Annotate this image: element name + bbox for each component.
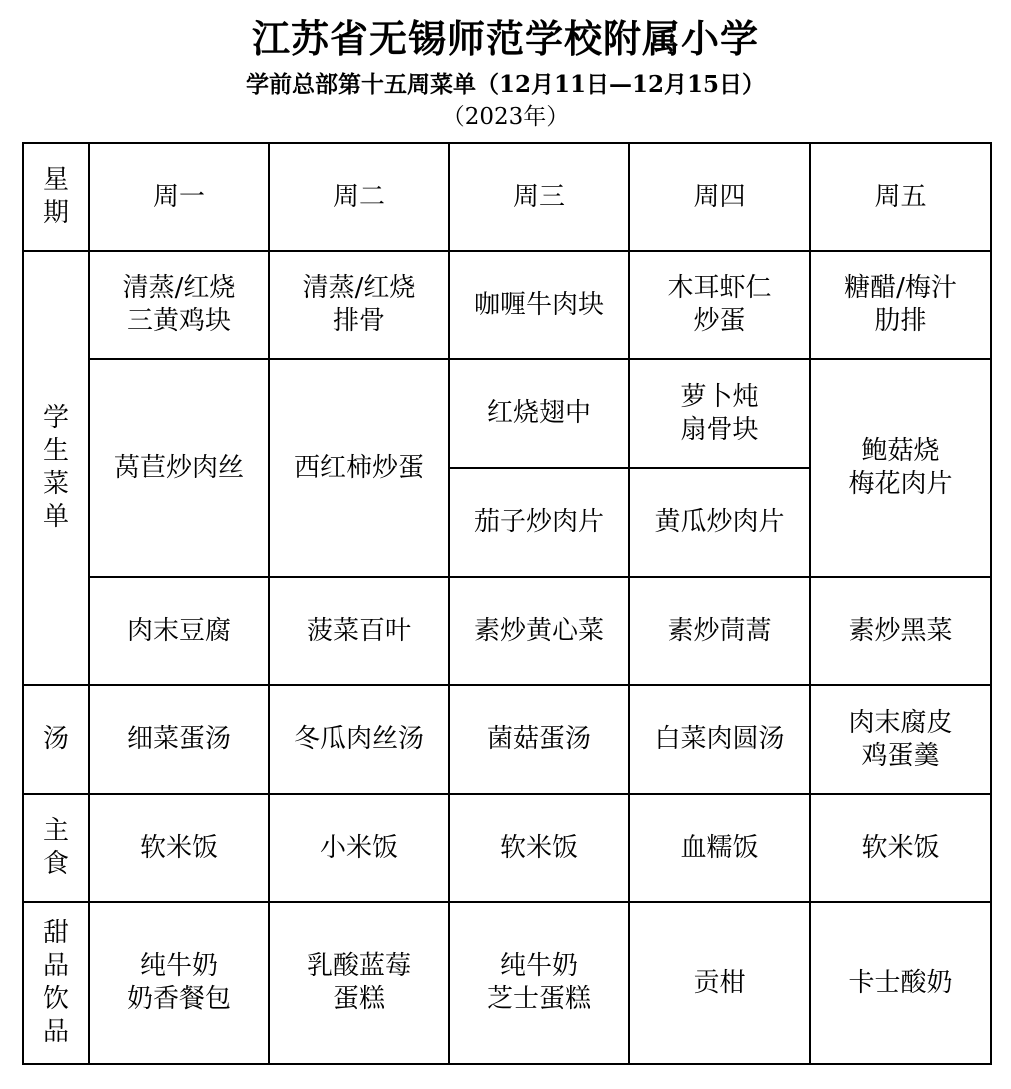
menu-cell (629, 902, 810, 1064)
menu-cell (89, 902, 269, 1064)
menu-cell (449, 902, 629, 1064)
soup-wed: 菌菇蛋汤 (486, 724, 591, 754)
menu-cell (810, 685, 991, 794)
menu-cell (449, 685, 629, 794)
table-row (23, 359, 991, 468)
day-header-wed: 周三 (449, 143, 629, 251)
menu-cell (629, 468, 810, 577)
soup-thu: 白菜肉圆汤 (654, 724, 785, 754)
dessert-wed: 纯牛奶 芝士蛋糕 (486, 951, 591, 1014)
dish-mon-1: 清蒸/红烧 三黄鸡块 (122, 273, 236, 336)
menu-cell (89, 577, 269, 685)
dish-fri-3: 素炒黑菜 (848, 615, 953, 646)
dish-tue-1: 清蒸/红烧 排骨 (302, 273, 416, 336)
dish-mon-3: 肉末豆腐 (126, 615, 231, 646)
dish-wed-2b: 茄子炒肉片 (473, 507, 604, 537)
page-subtitle: 学前总部第十五周菜单（12月11日—12月15日） (245, 71, 766, 98)
dessert-tue: 乳酸蓝莓 蛋糕 (306, 951, 411, 1014)
menu-cell (269, 577, 449, 685)
menu-table (22, 142, 992, 1065)
staple-label-cell (23, 794, 89, 902)
dessert-fri: 卡士酸奶 (848, 967, 953, 998)
menu-cell (810, 902, 991, 1064)
dish-wed-3: 素炒黄心菜 (473, 615, 604, 646)
page-year: （2023年） (441, 104, 570, 130)
dish-thu-2b: 黄瓜炒肉片 (654, 507, 785, 537)
student-menu-label-cell (23, 251, 89, 685)
day-header-fri: 周五 (810, 143, 991, 251)
dish-fri-1: 糖醋/梅汁 肋排 (844, 273, 957, 336)
table-row (23, 902, 991, 1064)
menu-cell (89, 685, 269, 794)
menu-cell (269, 359, 449, 577)
staple-label: 主食 (42, 816, 69, 879)
menu-cell (449, 794, 629, 902)
soup-label: 汤 (42, 724, 69, 754)
soup-fri: 肉末腐皮 鸡蛋羹 (848, 707, 953, 771)
dish-wed-2a: 红烧翅中 (486, 398, 591, 428)
menu-cell (629, 251, 810, 359)
menu-cell (449, 468, 629, 577)
table-header-row (23, 143, 991, 251)
day-header-mon: 周一 (89, 143, 269, 251)
menu-cell (269, 902, 449, 1064)
day-header-tue: 周二 (269, 143, 449, 251)
weekday-header-label: 星期 (42, 165, 69, 228)
table-row (23, 685, 991, 794)
menu-cell (810, 577, 991, 685)
dish-thu-1: 木耳虾仁 炒蛋 (667, 273, 772, 336)
dessert-label-cell (23, 902, 89, 1064)
menu-cell (629, 359, 810, 468)
dessert-mon: 纯牛奶 奶香餐包 (126, 951, 231, 1014)
menu-cell (629, 685, 810, 794)
menu-cell (269, 251, 449, 359)
day-header-thu: 周四 (629, 143, 810, 251)
dish-tue-3: 菠菜百叶 (306, 615, 411, 646)
dish-thu-2a: 萝卜炖 扇骨块 (680, 381, 759, 445)
student-menu-label: 学生菜单 (42, 403, 69, 532)
weekday-header-cell (23, 143, 89, 251)
dish-fri-2: 鲍菇烧 梅花肉片 (848, 436, 953, 499)
soup-mon: 细菜蛋汤 (126, 724, 231, 754)
soup-label-cell (23, 685, 89, 794)
menu-cell (629, 794, 810, 902)
menu-cell (89, 359, 269, 577)
table-row (23, 577, 991, 685)
soup-tue: 冬瓜肉丝汤 (293, 724, 424, 754)
page-title: 江苏省无锡师范学校附属小学 (251, 17, 759, 61)
dish-thu-3: 素炒茼蒿 (667, 615, 772, 646)
menu-cell (449, 251, 629, 359)
staple-thu: 血糯饭 (680, 832, 759, 863)
menu-cell (269, 685, 449, 794)
dish-mon-2: 莴苣炒肉丝 (113, 452, 244, 483)
staple-fri: 软米饭 (861, 832, 940, 863)
menu-cell (810, 251, 991, 359)
dish-tue-2: 西红柿炒蛋 (293, 452, 424, 483)
menu-cell (629, 577, 810, 685)
table-row (23, 794, 991, 902)
menu-cell (89, 251, 269, 359)
staple-mon: 软米饭 (139, 832, 218, 863)
staple-tue: 小米饭 (319, 832, 398, 863)
menu-cell (89, 794, 269, 902)
menu-cell (449, 577, 629, 685)
menu-cell (269, 794, 449, 902)
dish-wed-1: 咖喱牛肉块 (473, 289, 604, 320)
table-row (23, 251, 991, 359)
menu-cell (810, 359, 991, 577)
dessert-thu: 贡柑 (693, 967, 746, 998)
staple-wed: 软米饭 (499, 832, 578, 863)
dessert-label: 甜品饮品 (42, 918, 69, 1047)
menu-cell (810, 794, 991, 902)
menu-cell (449, 359, 629, 468)
